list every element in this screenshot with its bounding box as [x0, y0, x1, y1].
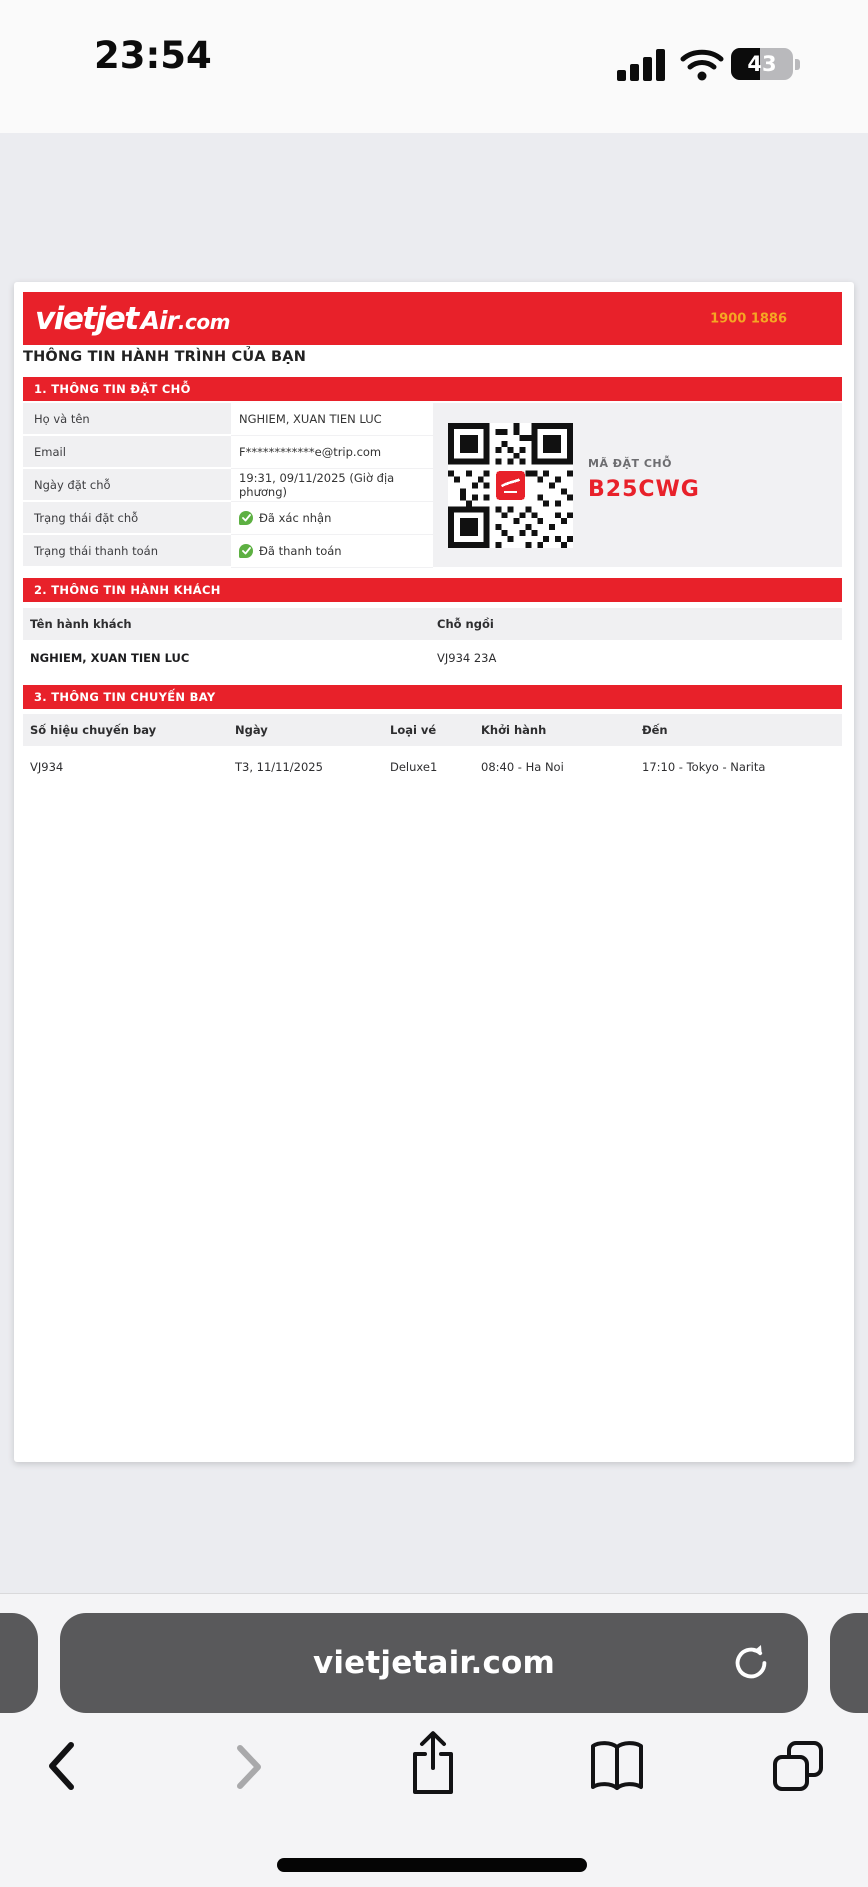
section-booking-info-header: 1. THÔNG TIN ĐẶT CHỖ: [23, 377, 842, 401]
field-value: F************e@trip.com: [231, 436, 433, 469]
url-text: vietjetair.com: [312, 1645, 556, 1681]
battery-icon: [731, 48, 793, 80]
flight-table-head: [23, 714, 842, 746]
field-value: [231, 502, 433, 535]
fare-type: Deluxe1: [390, 760, 438, 774]
battery-percent: 43: [747, 52, 777, 76]
table-row: [23, 469, 433, 502]
vietjet-header-banner: [23, 292, 842, 345]
green-check-icon: [239, 511, 253, 525]
bookmarks-button[interactable]: [588, 1740, 646, 1792]
safari-bottom-bar: [0, 1593, 868, 1887]
wifi-icon: [679, 49, 725, 81]
passenger-name: NGHIEM, XUAN TIEN LUC: [30, 651, 190, 665]
field-label: Trạng thái thanh toán: [23, 535, 231, 568]
departure-info: 08:40 - Ha Noi: [481, 760, 564, 774]
column-arrival: Đến: [642, 723, 668, 737]
cellular-signal-icon: [617, 49, 669, 81]
field-label: Ngày đặt chỗ: [23, 469, 231, 502]
field-value: 19:31, 09/11/2025 (Giờ địa phương): [231, 469, 433, 502]
reload-button[interactable]: [728, 1640, 774, 1686]
tabs-button[interactable]: [770, 1738, 826, 1794]
status-bar: [0, 0, 868, 133]
qr-center-logo: [496, 471, 525, 500]
booking-code-panel: [433, 403, 842, 567]
status-text: Đã thanh toán: [259, 544, 342, 558]
table-row: [23, 502, 433, 535]
vietjet-logo: [35, 301, 230, 337]
address-bar[interactable]: [60, 1613, 808, 1713]
qr-code: [448, 423, 573, 548]
back-button[interactable]: [44, 1741, 78, 1791]
column-fare-type: Loại vé: [390, 723, 437, 737]
booking-info-content: [23, 403, 842, 568]
home-indicator[interactable]: [277, 1858, 587, 1872]
share-button[interactable]: [406, 1730, 460, 1798]
booking-code-label: MÃ ĐẶT CHỖ: [588, 457, 672, 470]
green-check-icon: [239, 544, 253, 558]
column-seat: Chỗ ngồi: [437, 617, 494, 631]
column-departure: Khởi hành: [481, 723, 547, 737]
next-tab-stub[interactable]: [830, 1613, 868, 1713]
column-passenger-name: Tên hành khách: [30, 617, 132, 631]
booking-info-table: [23, 403, 433, 568]
itinerary-card: [14, 282, 854, 1462]
column-flight-number: Số hiệu chuyến bay: [30, 723, 157, 737]
flight-table-row: [23, 749, 842, 785]
column-date: Ngày: [235, 723, 268, 737]
logo-com-text: .com: [177, 309, 230, 334]
passenger-seat: VJ934 23A: [437, 651, 497, 665]
field-value: [231, 535, 433, 568]
clock: 23:54: [94, 34, 212, 77]
battery-nub: [795, 59, 800, 70]
logo-air-text: Air: [140, 305, 178, 335]
flight-number: VJ934: [30, 760, 64, 774]
booking-code-value: B25CWG: [588, 477, 700, 502]
logo-vietjet-text: vietjet: [35, 300, 138, 337]
status-text: Đã xác nhận: [259, 511, 332, 525]
page-title: THÔNG TIN HÀNH TRÌNH CỦA BẠN: [23, 349, 307, 365]
passenger-table-row: [23, 641, 842, 675]
table-row: [23, 535, 433, 568]
table-row: [23, 403, 433, 436]
field-value: NGHIEM, XUAN TIEN LUC: [231, 403, 433, 436]
hotline-number: 1900 1886: [710, 311, 787, 326]
field-label: Email: [23, 436, 231, 469]
table-row: [23, 436, 433, 469]
forward-button[interactable]: [232, 1744, 266, 1790]
passenger-table-head: [23, 608, 842, 640]
section-passenger-info-header: 2. THÔNG TIN HÀNH KHÁCH: [23, 578, 842, 602]
section-flight-info-header: 3. THÔNG TIN CHUYẾN BAY: [23, 685, 842, 709]
flight-date: T3, 11/11/2025: [235, 760, 323, 774]
arrival-info: 17:10 - Tokyo - Narita: [642, 760, 766, 774]
field-label: Trạng thái đặt chỗ: [23, 502, 231, 535]
field-label: Họ và tên: [23, 403, 231, 436]
previous-tab-stub[interactable]: [0, 1613, 38, 1713]
